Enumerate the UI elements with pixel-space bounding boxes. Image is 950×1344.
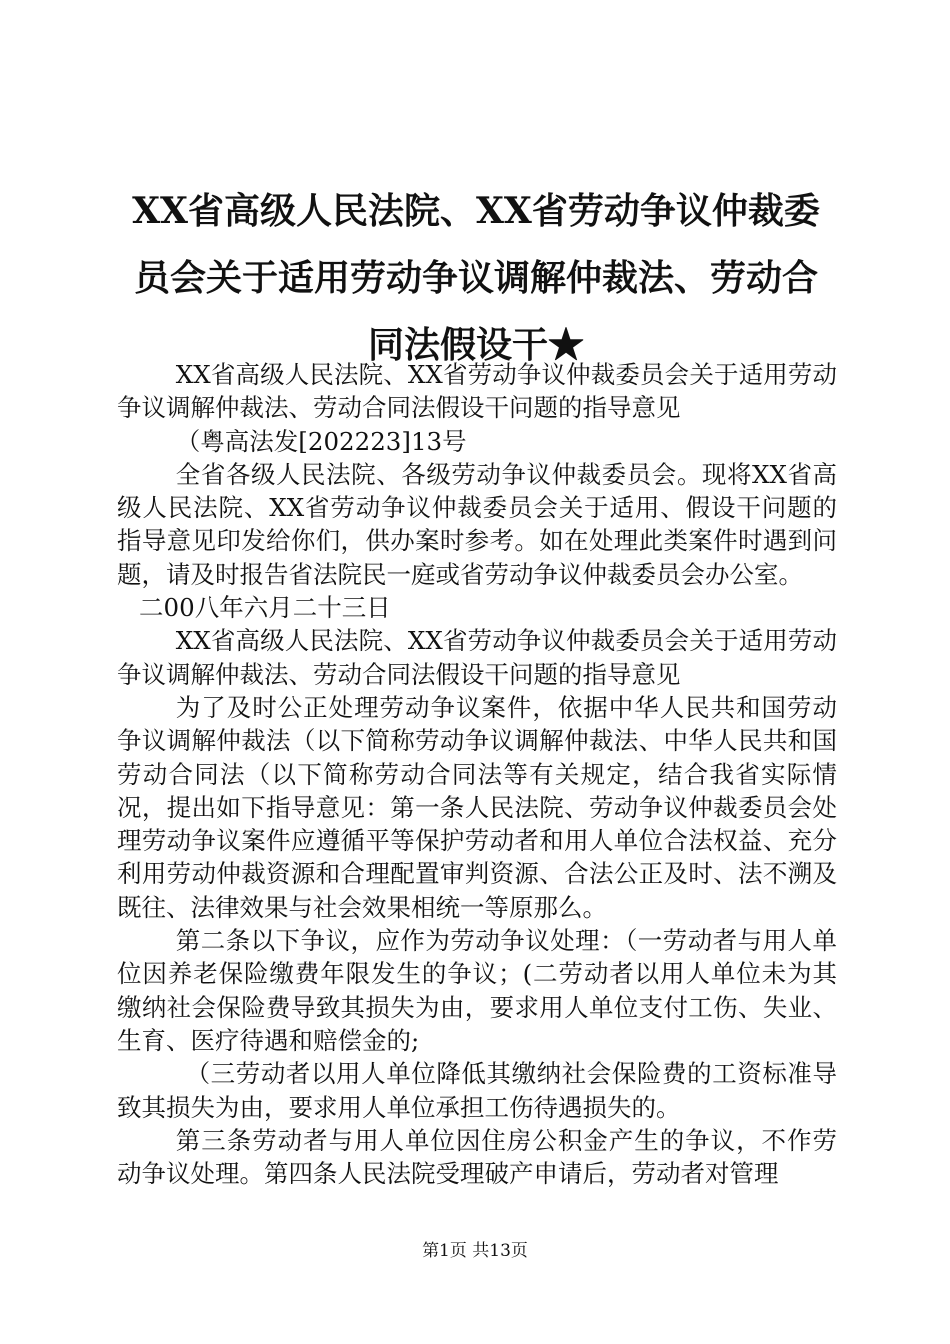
document-body — [117, 358, 837, 1190]
paragraph-heading-repeat: XX省高级人民法院、XX省劳动争议仲裁委员会关于适用劳动争议调解仲裁法、劳动合同法假设干问题的指导意见 — [117, 360, 837, 423]
paragraph-date: 二00八年六月二十三日 — [139, 593, 391, 623]
page-number-footer: 第1页 共13页 — [422, 1241, 528, 1261]
paragraph-notice: 全省各级人民法院、各级劳动争议仲裁委员会。现将XX省高级人民法院、XX省劳动争议仲裁委员会关于适用、假设干问题的指导意见印发给你们，供办案时参考。如在处理此类案件时遇到问题，请及时报告省法院民一庭或省劳动争议仲裁委员会办公室。 — [117, 459, 837, 589]
paragraph-document-number: （粤高法发[202223]13号 — [175, 426, 467, 456]
paragraph-article-2: 第二条以下争议，应作为劳动争议处理：（一劳动者与用人单位因养老保险缴费年限发生的争议；(二劳动者以用人单位未为其缴纳社会保险费导致其损失为由，要求用人单位支付工伤、失业、生育、医疗待遇和赔偿金的; — [117, 926, 837, 1055]
paragraph-preamble-article-1: 为了及时公正处理劳动争议案件，依据中华人民共和国劳动争议调解仲裁法（以下简称劳动争议调解仲裁法、中华人民共和国劳动合同法（以下简称劳动合同法等有关规定，结合我省实际情况，提出如下指导意见：第一条人民法院、劳动争议仲裁委员会处理劳动争议案件应遵循平等保护劳动者和用人单位合法权益、充分利用劳动仲裁资源和合理配置审判资源、合法公正及时、法不溯及既往、法律效果与社会效果相统一等原那么。 — [117, 692, 837, 922]
paragraph-subtitle: XX省高级人民法院、XX省劳动争议仲裁委员会关于适用劳动争议调解仲裁法、劳动合同法假设干问题的指导意见 — [117, 626, 837, 689]
paragraph-article-3-4: 第三条劳动者与用人单位因住房公积金产生的争议，不作劳动争议处理。第四条人民法院受理破产申请后，劳动者对管理 — [117, 1125, 837, 1189]
document-title: XX省高级人民法院、XX省劳动争议仲裁委员会关于适用劳动争议调解仲裁法、劳动合同法假设干★ — [132, 190, 820, 366]
paragraph-article-2-item-3: （三劳动者以用人单位降低其缴纳社会保险费的工资标准导致其损失为由，要求用人单位承担工伤待遇损失的。 — [117, 1059, 837, 1122]
